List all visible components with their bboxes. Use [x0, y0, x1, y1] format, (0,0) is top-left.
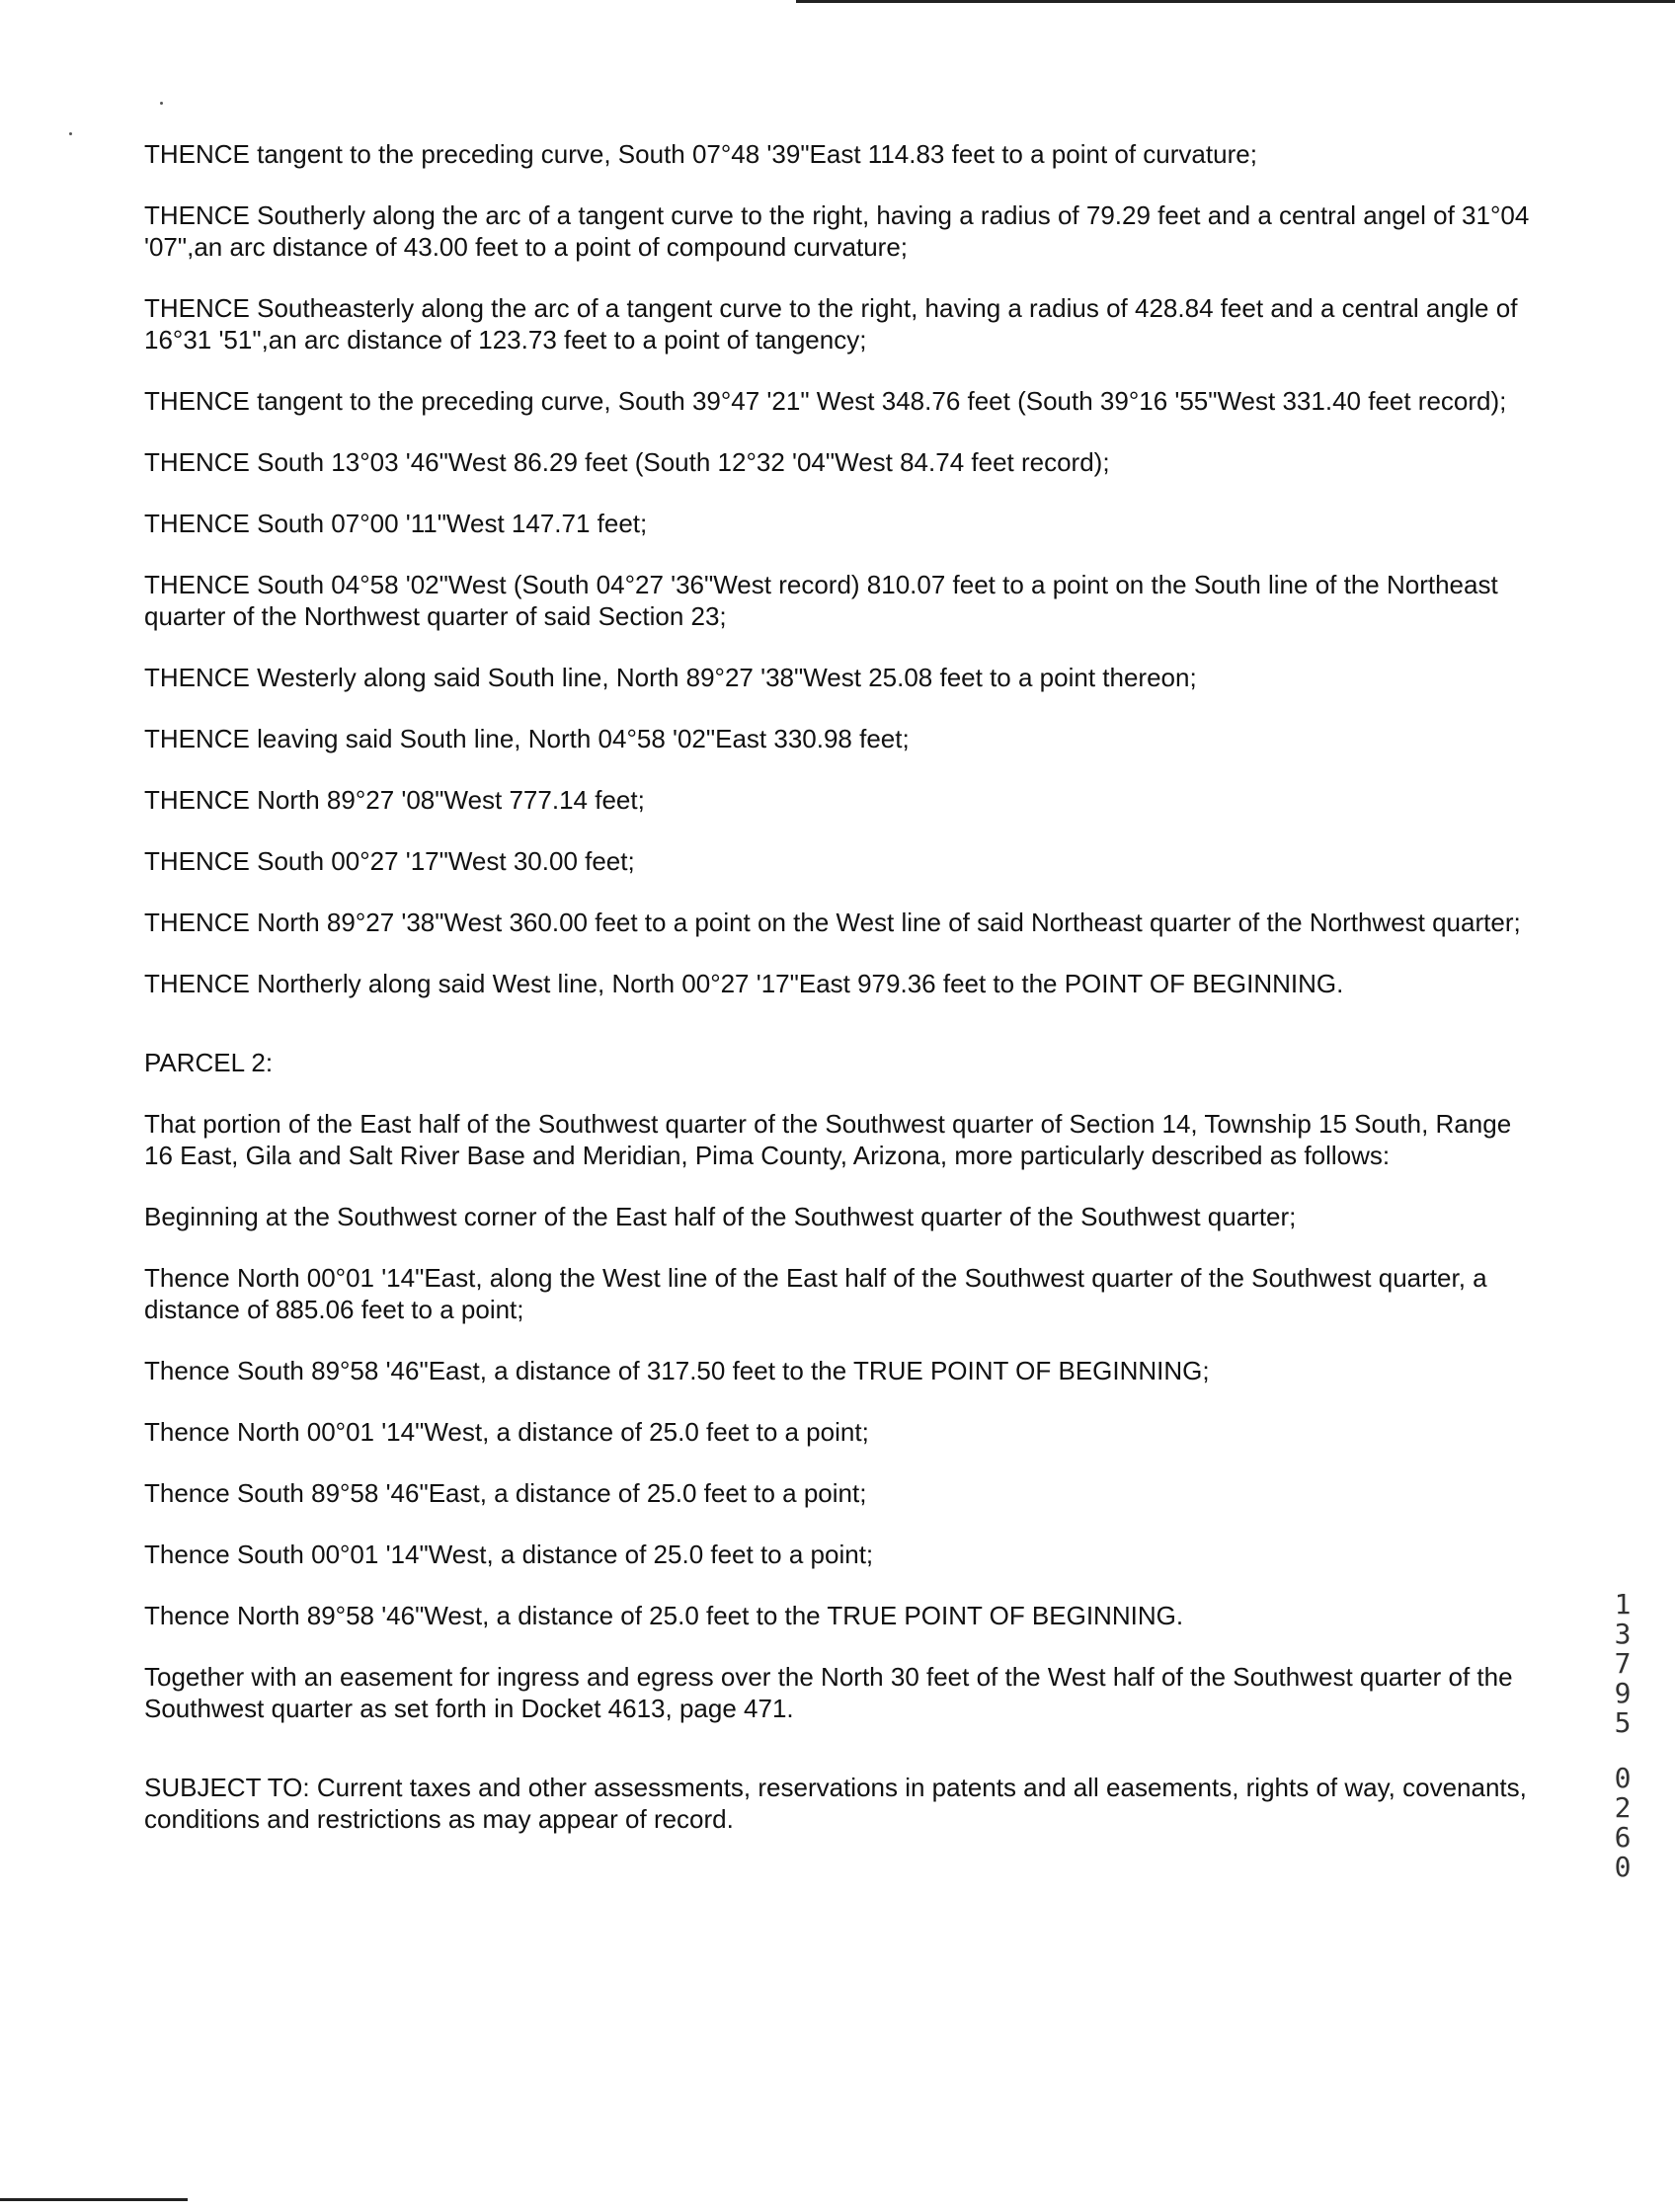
course-paragraph: THENCE North 89°27 '38"West 360.00 feet to a point on the West line of said Northeast quarter of the Northwest quarter; [144, 908, 1521, 937]
page-number [1610, 1764, 1635, 1882]
parcel-2-heading: PARCEL 2: [144, 1048, 274, 1077]
scan-speck [69, 132, 72, 135]
course-paragraph: THENCE Northerly along said West line, North 00°27 '17"East 979.36 feet to the POINT OF BEGINNING. [144, 969, 1344, 998]
course-paragraph: THENCE Westerly along said South line, North 89°27 '38"West 25.08 feet to a point thereon; [144, 663, 1197, 692]
course-paragraph: THENCE tangent to the preceding curve, South 07°48 '39"East 114.83 feet to a point of curvature; [144, 139, 1257, 169]
course-paragraph: THENCE Southeasterly along the arc of a tangent curve to the right, having a radius of 428.84 feet and a central angle of 16°31 '51",an arc distance of 123.73 feet to a point of tangency; [144, 293, 1518, 355]
stamp-digit: 9 [1614, 1677, 1632, 1709]
docket-page-stamp [1610, 1590, 1635, 1882]
course-paragraph: THENCE South 13°03 '46"West 86.29 feet (South 12°32 '04"West 84.74 feet record); [144, 447, 1110, 477]
scan-speck [160, 102, 163, 105]
legal-description-body [144, 138, 1547, 1864]
top-edge-rule [796, 0, 1675, 3]
parcel-2-paragraph: Thence North 00°01 '14"West, a distance of 25.0 feet to a point; [144, 1417, 869, 1447]
docket-number [1610, 1590, 1635, 1738]
stamp-digit: 7 [1614, 1647, 1632, 1680]
parcel-2-paragraph: Thence South 89°58 '46"East, a distance of 25.0 feet to a point; [144, 1478, 867, 1508]
stamp-digit: 5 [1614, 1706, 1632, 1739]
stamp-digit: 2 [1614, 1791, 1632, 1824]
course-paragraph: THENCE South 00°27 '17"West 30.00 feet; [144, 846, 635, 876]
stamp-digit: 0 [1614, 1762, 1632, 1794]
parcel-2-paragraph: Thence South 89°58 '46"East, a distance of 317.50 feet to the TRUE POINT OF BEGINNING; [144, 1356, 1210, 1385]
bottom-edge-rule [0, 2198, 188, 2201]
course-paragraph: THENCE South 04°58 '02"West (South 04°27 '36"West record) 810.07 feet to a point on the South line of the Northeast quarter of the Northwest quarter of said Section 23; [144, 570, 1498, 631]
stamp-digit: 1 [1614, 1588, 1632, 1620]
course-paragraph: THENCE Southerly along the arc of a tangent curve to the right, having a radius of 79.29 feet and a central angel of 31°04 '07",an arc distance of 43.00 feet to a point of compound curvature; [144, 200, 1530, 262]
parcel-2-paragraph: Thence North 00°01 '14"East, along the West line of the East half of the Southwest quarter of the Southwest quarter, a distance of 885.06 feet to a point; [144, 1263, 1487, 1324]
easement-paragraph: Together with an easement for ingress and egress over the North 30 feet of the West half of the Southwest quarter of the Southwest quarter as set forth in Docket 4613, page 471. [144, 1662, 1513, 1723]
stamp-digit: 3 [1614, 1618, 1632, 1650]
subject-to-paragraph: SUBJECT TO: Current taxes and other assessments, reservations in patents and all easements, rights of way, covenants, conditions and restrictions as may appear of record. [144, 1773, 1527, 1834]
course-paragraph: THENCE North 89°27 '08"West 777.14 feet; [144, 785, 645, 815]
course-paragraph: THENCE leaving said South line, North 04°58 '02"East 330.98 feet; [144, 724, 910, 753]
course-paragraph: THENCE tangent to the preceding curve, South 39°47 '21" West 348.76 feet (South 39°16 '55"West 331.40 feet record); [144, 386, 1507, 416]
course-paragraph: THENCE South 07°00 '11"West 147.71 feet; [144, 509, 648, 538]
stamp-digit: 6 [1614, 1821, 1632, 1854]
parcel-2-paragraph: That portion of the East half of the Southwest quarter of the Southwest quarter of Section 14, Township 15 South, Range 16 East, Gila and Salt River Base and Meridian, Pima County, Arizona, more particularly described as follows: [144, 1109, 1512, 1170]
parcel-2-paragraph: Thence South 00°01 '14"West, a distance of 25.0 feet to a point; [144, 1540, 874, 1569]
stamp-digit: 0 [1614, 1851, 1632, 1883]
parcel-2-paragraph: Thence North 89°58 '46"West, a distance of 25.0 feet to the TRUE POINT OF BEGINNING. [144, 1601, 1184, 1630]
parcel-2-paragraph: Beginning at the Southwest corner of the East half of the Southwest quarter of the Southwest quarter; [144, 1202, 1297, 1231]
